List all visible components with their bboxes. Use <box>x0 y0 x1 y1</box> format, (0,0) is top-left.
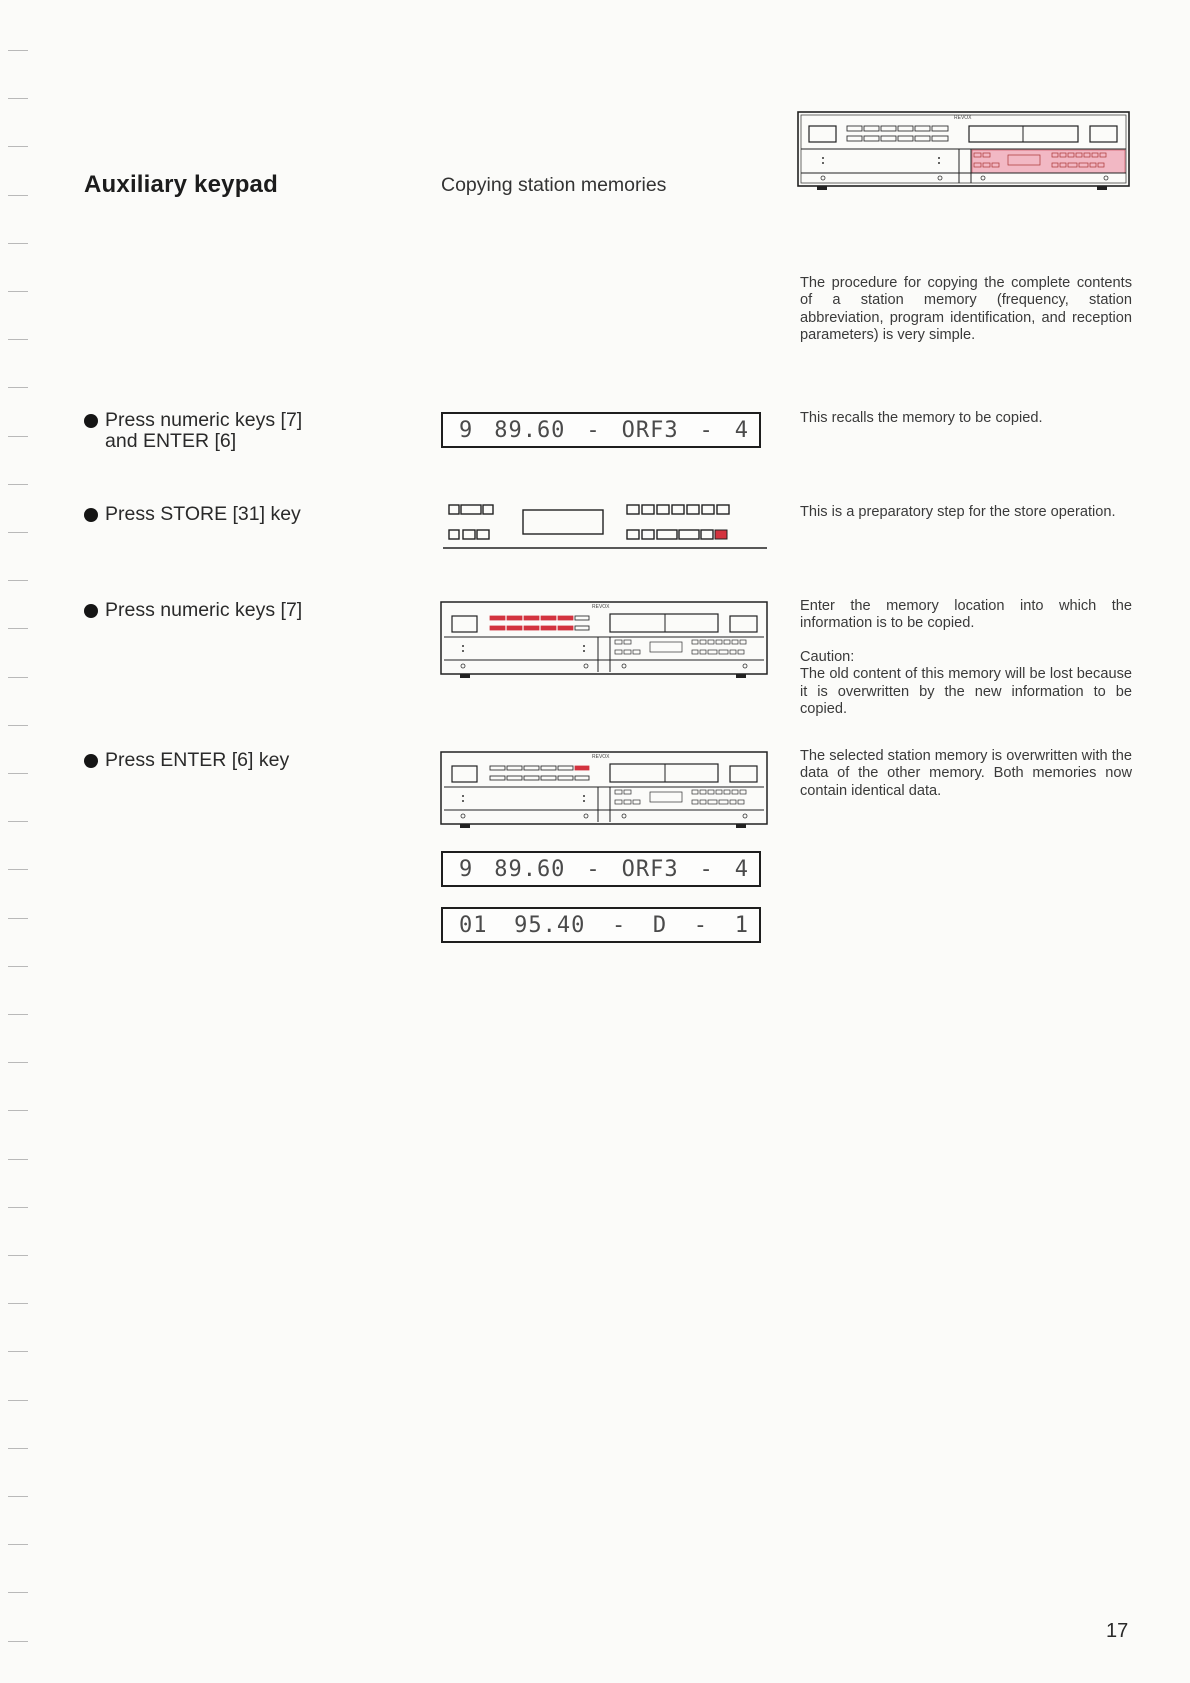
lcd-frequency: 95.40 <box>514 912 586 938</box>
margin-tick <box>8 677 28 678</box>
margin-tick <box>8 1014 28 1015</box>
lcd-dash: - <box>699 856 714 882</box>
lcd-station: ORF3 <box>621 417 679 443</box>
bullet-icon <box>84 508 98 522</box>
margin-tick <box>8 1496 28 1497</box>
lcd-dash: - <box>612 912 627 938</box>
margin-tick <box>8 98 28 99</box>
lcd-dash: - <box>693 912 709 938</box>
bullet-icon <box>84 604 98 618</box>
step-2-line1: Press STORE [31] key <box>105 503 301 525</box>
margin-tick <box>8 243 28 244</box>
lcd-dash: - <box>586 417 601 443</box>
step-1-line2: and ENTER [6] <box>105 430 237 452</box>
margin-tick <box>8 195 28 196</box>
margin-tick <box>8 50 28 51</box>
step-1-note: This recalls the memory to be copied. <box>800 410 1043 426</box>
step-2-note: This is a preparatory step for the store operation. <box>800 504 1116 520</box>
lcd-memory: 01 <box>459 912 488 938</box>
margin-ticks <box>8 40 30 1660</box>
lcd-display-step1 <box>441 412 761 448</box>
step-4-line1: Press ENTER [6] key <box>105 749 290 771</box>
margin-tick <box>8 1448 28 1449</box>
margin-tick <box>8 1544 28 1545</box>
margin-tick <box>8 146 28 147</box>
lcd-display-step4-top <box>441 851 761 887</box>
step-4-note: The selected station memory is overwritten with the data of the other memory. Both memories now contain identical data. <box>800 748 1132 799</box>
margin-tick <box>8 1159 28 1160</box>
lcd-frequency: 89.60 <box>494 856 566 882</box>
caution-text: The old content of this memory will be lost because it is overwritten by the new information to be copied. <box>800 666 1132 718</box>
lcd-station: ORF3 <box>621 856 679 882</box>
step-1-label <box>84 410 302 452</box>
margin-tick <box>8 628 28 629</box>
brand-logo: REVOX <box>954 115 972 121</box>
step-3-note-text: Enter the memory location into which the information is to be copied. <box>800 598 1132 632</box>
margin-tick <box>8 1641 28 1642</box>
margin-tick <box>8 725 28 726</box>
margin-tick <box>8 1110 28 1111</box>
margin-tick <box>8 773 28 774</box>
margin-tick <box>8 821 28 822</box>
step-2-label <box>84 504 301 525</box>
margin-tick <box>8 484 28 485</box>
page-number: 17 <box>1106 1620 1129 1642</box>
step-3-label <box>84 600 302 621</box>
margin-tick <box>8 339 28 340</box>
lcd-level: 4 <box>734 856 749 882</box>
device-illustration-step4 <box>440 750 770 834</box>
page-subtitle: Copying station memories <box>441 174 667 196</box>
margin-tick <box>8 1351 28 1352</box>
header-device-illustration <box>797 110 1131 194</box>
device-illustration-step3 <box>440 600 770 684</box>
step-3-line1: Press numeric keys [7] <box>105 599 303 621</box>
step-1-line1: Press numeric keys [7] <box>105 409 303 431</box>
lcd-level: 1 <box>734 912 749 938</box>
margin-tick <box>8 1400 28 1401</box>
margin-tick <box>8 1255 28 1256</box>
margin-tick <box>8 1062 28 1063</box>
keypad-store-illustration <box>441 500 771 552</box>
bullet-icon <box>84 754 98 768</box>
margin-tick <box>8 918 28 919</box>
margin-tick <box>8 1592 28 1593</box>
margin-tick <box>8 580 28 581</box>
lcd-dash: - <box>699 417 714 443</box>
lcd-display-step4-bottom <box>441 907 761 943</box>
bullet-icon <box>84 414 98 428</box>
lcd-memory: 9 <box>459 856 474 882</box>
brand-logo: REVOX <box>592 754 610 760</box>
lcd-frequency: 89.60 <box>494 417 566 443</box>
margin-tick <box>8 532 28 533</box>
margin-tick <box>8 869 28 870</box>
brand-logo: REVOX <box>592 604 610 610</box>
margin-tick <box>8 1207 28 1208</box>
lcd-station: D <box>652 912 668 938</box>
step-4-label <box>84 750 289 771</box>
lcd-dash: - <box>586 856 601 882</box>
margin-tick <box>8 387 28 388</box>
step-3-note <box>800 598 1132 718</box>
margin-tick <box>8 436 28 437</box>
intro-text: The procedure for copying the complete contents of a station memory (frequency, station abbreviation, program identification, and reception parameters) is very simple. <box>800 275 1132 344</box>
page-title: Auxiliary keypad <box>84 171 278 198</box>
margin-tick <box>8 966 28 967</box>
margin-tick <box>8 291 28 292</box>
lcd-level: 4 <box>734 417 749 443</box>
margin-tick <box>8 1303 28 1304</box>
lcd-memory: 9 <box>459 417 474 443</box>
caution-title: Caution: <box>800 648 855 665</box>
